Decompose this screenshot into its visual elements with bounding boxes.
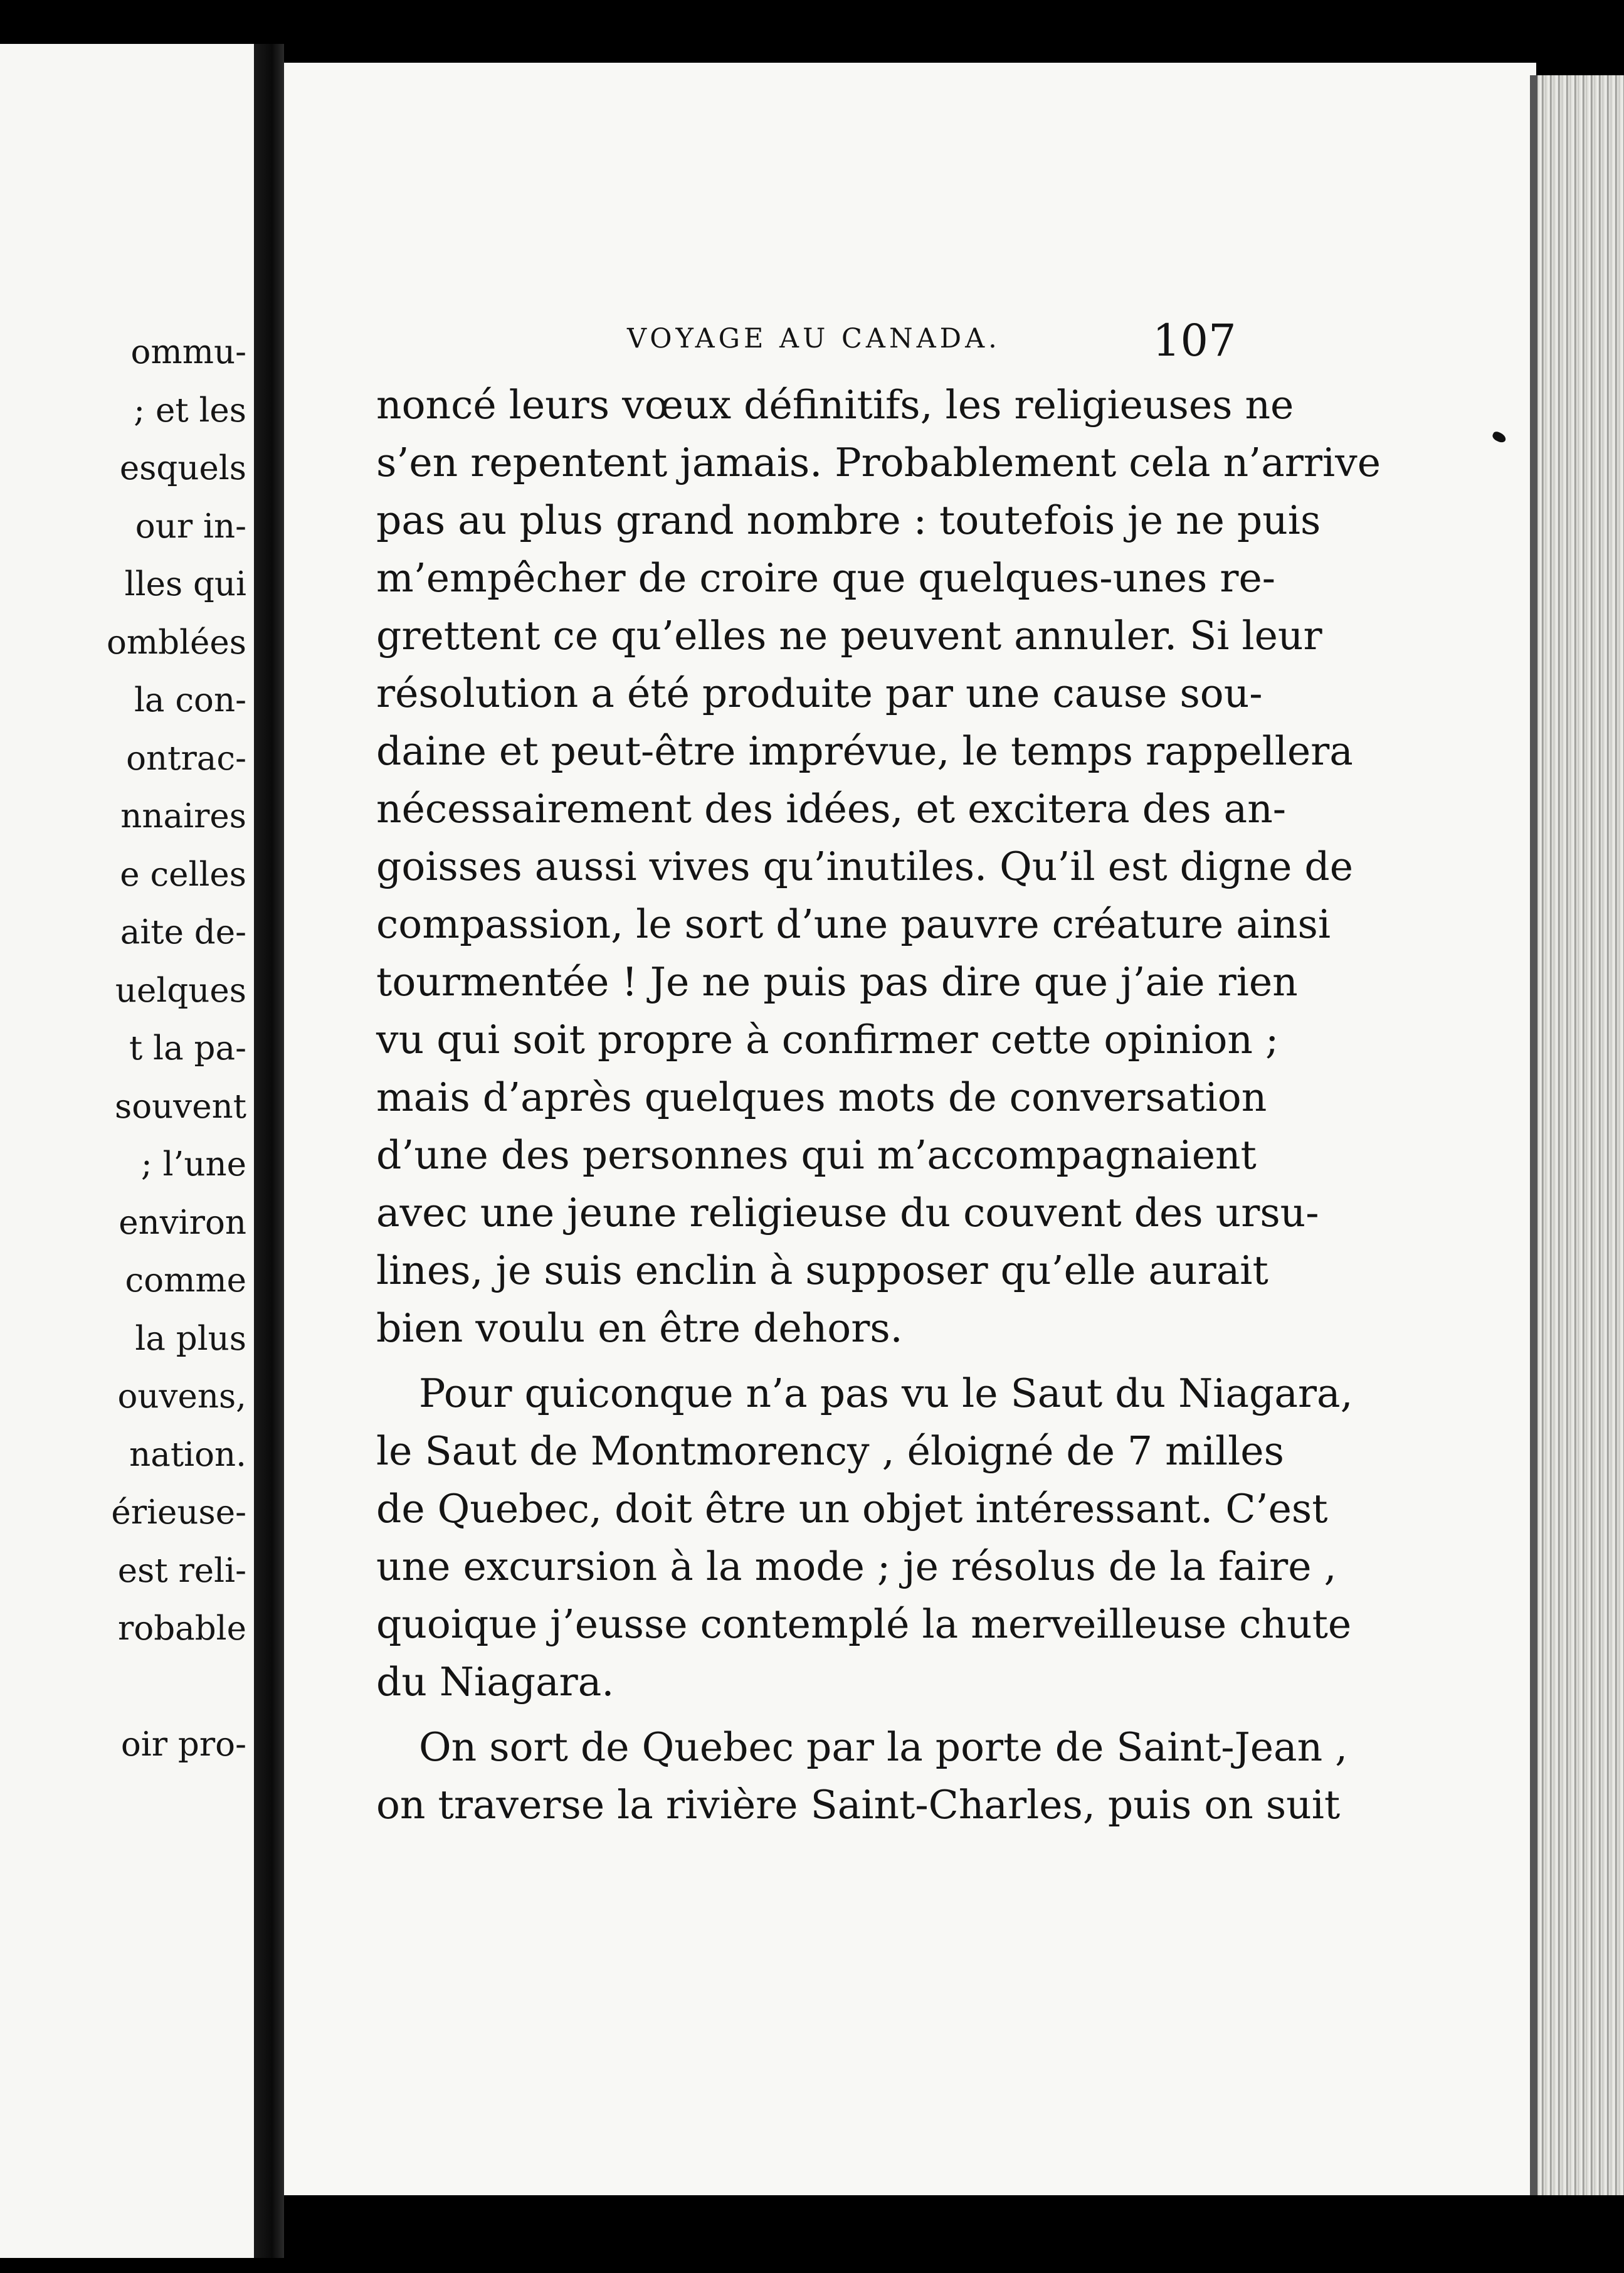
previous-page-line: nnaires <box>120 797 246 835</box>
body-text <box>376 376 1381 1834</box>
text-line: avec une jeune religieuse du couvent des ursu- <box>376 1190 1319 1236</box>
text-line: noncé leurs vœux définitifs, les religieuses ne <box>376 382 1294 428</box>
text-line: bien voulu en être dehors. <box>376 1305 903 1351</box>
previous-page-line: omblées <box>107 623 246 662</box>
text-line: du Niagara. <box>376 1659 614 1705</box>
paragraph <box>376 1719 1348 1834</box>
previous-page-line: esquels <box>119 449 246 487</box>
text-line: compassion, le sort d’une pauvre créature ainsi <box>376 901 1331 947</box>
running-head: VOYAGE AU CANADA. <box>627 323 1001 354</box>
text-line: lines, je suis enclin à supposer qu’elle aurait <box>376 1248 1268 1293</box>
text-line: vu qui soit propre à confirmer cette opinion ; <box>376 1017 1279 1062</box>
previous-page-line: souvent <box>115 1087 246 1126</box>
text-line: mais d’après quelques mots de conversation <box>376 1074 1267 1120</box>
previous-page-line: oir pro- <box>120 1725 246 1764</box>
previous-page-line: la con- <box>134 681 246 719</box>
previous-page-line: ; et les <box>134 391 246 430</box>
previous-page-line: lles qui <box>124 565 246 603</box>
text-line: le Saut de Montmorency , éloigné de 7 milles <box>376 1428 1284 1474</box>
previous-page-fragment <box>0 44 254 2258</box>
text-line: Pour quiconque n’a pas vu le Saut du Niagara, <box>419 1370 1353 1416</box>
text-line: grettent ce qu’elles ne peuvent annuler. Si leur <box>376 613 1322 659</box>
text-line: d’une des personnes qui m’accompagnaient <box>376 1132 1257 1178</box>
previous-page-line: uelques <box>115 971 246 1010</box>
text-line: de Quebec, doit être un objet intéressant. C’est <box>376 1486 1328 1532</box>
text-line: quoique j’eusse contemplé la merveilleuse chute <box>376 1601 1352 1647</box>
previous-page-line: comme <box>125 1261 246 1300</box>
text-line: goisses aussi vives qu’inutiles. Qu’il est digne de <box>376 844 1353 889</box>
previous-page-line: érieuse- <box>111 1493 246 1532</box>
previous-page-line: la plus <box>135 1319 246 1358</box>
previous-page-line: t la pa- <box>129 1029 246 1068</box>
previous-page-line: our in- <box>135 507 246 546</box>
previous-page-line: est reli- <box>117 1551 246 1590</box>
previous-page-line: e celles <box>120 855 246 894</box>
text-line: une excursion à la mode ; je résolus de la faire , <box>376 1544 1337 1589</box>
previous-page-line: ; l’une <box>140 1145 246 1184</box>
text-line: On sort de Quebec par la porte de Saint-Jean , <box>419 1724 1348 1770</box>
text-line: s’en repentent jamais. Probablement cela n’arrive <box>376 440 1381 485</box>
text-line: m’empêcher de croire que quelques-unes re- <box>376 555 1276 601</box>
previous-page-line: ontrac- <box>126 739 246 778</box>
text-line: résolution a été produite par une cause sou- <box>376 670 1263 716</box>
text-line: nécessairement des idées, et excitera des an- <box>376 786 1287 832</box>
text-line: on traverse la rivière Saint-Charles, puis on suit <box>376 1782 1341 1828</box>
previous-page-line: nation. <box>129 1435 246 1474</box>
page-edges <box>1530 75 1624 2195</box>
text-line: pas au plus grand nombre : toutefois je ne puis <box>376 497 1321 543</box>
previous-page-line: ommu- <box>130 333 246 371</box>
paragraph <box>376 1365 1353 1711</box>
page-edge-shadow <box>1530 75 1537 2195</box>
page-number: 107 <box>1152 315 1236 366</box>
text-line: tourmentée ! Je ne puis pas dire que j’aie rien <box>376 959 1298 1005</box>
previous-page-line: robable <box>117 1609 246 1648</box>
previous-page-line: aite de- <box>120 913 246 951</box>
paragraph <box>376 376 1381 1357</box>
previous-page-line: ouvens, <box>117 1377 246 1416</box>
text-line: daine et peut-être imprévue, le temps rappellera <box>376 728 1353 774</box>
previous-page-line: environ <box>119 1203 246 1242</box>
book-gutter <box>254 44 284 2258</box>
